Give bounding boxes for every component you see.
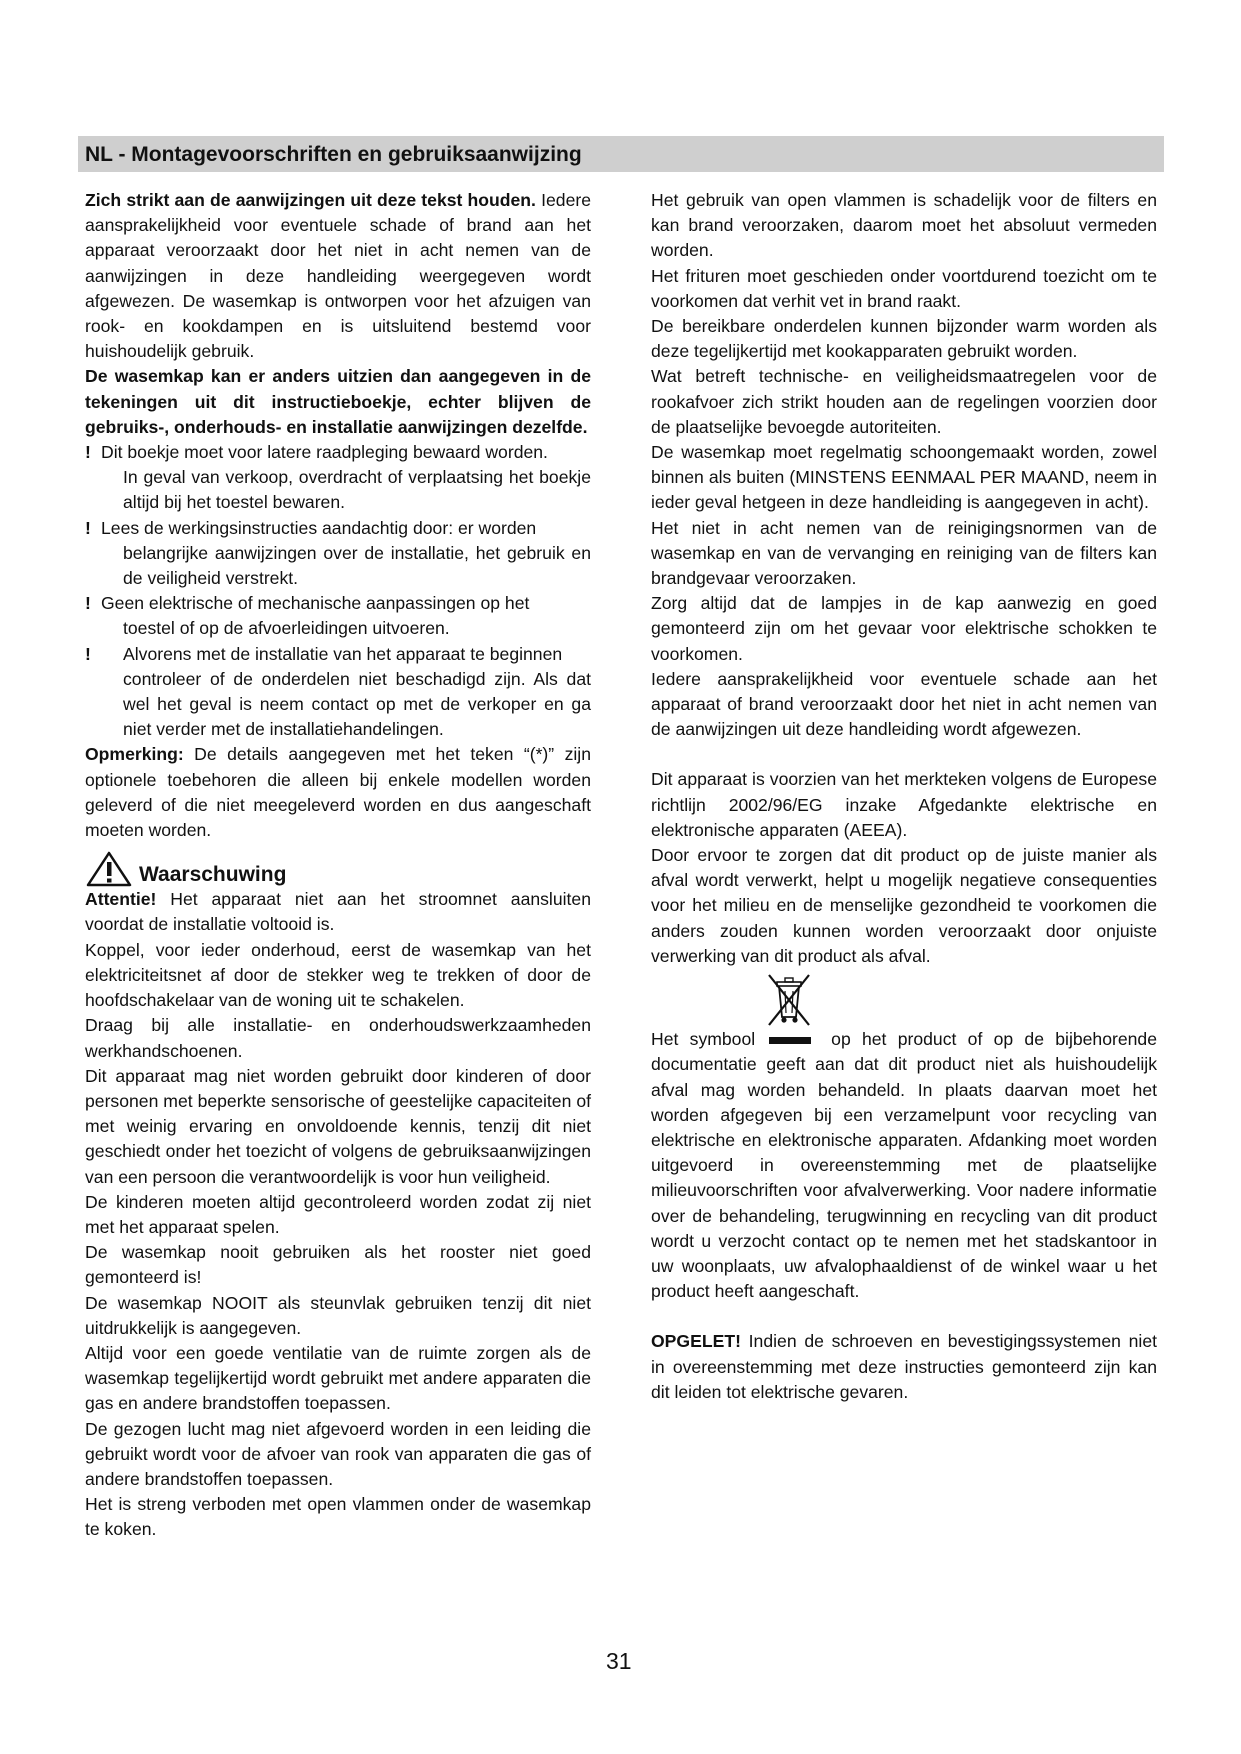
safety-paragraph: De kinderen moeten altijd gecontroleerd worden zodat zij niet met het apparaat spelen. [85, 1191, 591, 1237]
black-bar-symbol [769, 1037, 811, 1044]
intro-text: Iedere aansprakelijkheid voor eventuele schade of brand aan het apparaat veroorzaakt door het niet in acht nemen van de aanwijzingen in deze handleiding weergegeven wordt afgewezen. De wasemkap is ontworpen voor het afzuigen van rook- en kookdampen en is uitsluitend bestemd voor huishoudelijk gebruik. [85, 190, 592, 362]
section-header [78, 136, 1164, 172]
attention-label: Attentie! [85, 889, 157, 910]
warning-heading [85, 851, 591, 887]
caution-paragraph [651, 1329, 1157, 1405]
safety-paragraph: De bereikbare onderdelen kunnen bijzonder warm worden als deze tegelijkertijd met kookapparaten gebruikt worden. [651, 316, 1157, 362]
symbol-paragraph [651, 1027, 1157, 1304]
weee-paragraph: Dit apparaat is voorzien van het merkteken volgens de Europese richtlijn 2002/96/EG inzake Afgedankte elektrische en elektronische apparaten (AEEA). [651, 769, 1157, 840]
safety-paragraph: De gezogen lucht mag niet afgevoerd worden in een leiding die gebruikt wordt voor de afvoer van rook van apparaten die gas of andere brandstoffen toepassen. [85, 1418, 591, 1489]
safety-paragraph: De wasemkap nooit gebruiken als het rooster niet goed gemonteerd is! [85, 1242, 591, 1288]
safety-paragraph: Altijd voor een goede ventilatie van de ruimte zorgen als de wasemkap tegelijkertijd wordt gebruikt met andere apparaten die gas en andere brandstoffen toepassen. [85, 1342, 591, 1414]
safety-paragraph: Het gebruik van open vlammen is schadelijk voor de filters en kan brand veroorzaken, daarom moet het absoluut vermeden worden. [651, 190, 1157, 261]
note-text: De details aangegeven met het teken “(*)” zijn optionele toebehoren die alleen bij enkele modellen worden geleverd of die niet meegeleverd worden en dus aangeschaft moeten worden. [85, 744, 591, 841]
bullet-text: Dit boekje moet voor latere raadpleging bewaard worden. [101, 442, 548, 463]
left-column [85, 188, 591, 1543]
exclamation-mark: ! [85, 442, 91, 463]
safety-paragraph: Draag bij alle installatie- en onderhoudswerkzaamheden werkhandschoenen. [85, 1015, 591, 1061]
bullet-text-cont: belangrijke aanwijzingen over de installatie, het gebruik en de veiligheid verstrekt. [123, 542, 591, 589]
section-title: NL - Montagevoorschriften en gebruiksaanwijzing [85, 143, 582, 166]
exclamation-mark: ! [85, 517, 91, 538]
safety-paragraph: Het is streng verboden met open vlammen onder de wasemkap te koken. [85, 1494, 591, 1540]
safety-paragraph: Zorg altijd dat de lampjes in de kap aanwezig en goed gemonteerd zijn om het gevaar voor elektrische schokken te voorkomen. [651, 593, 1157, 664]
safety-paragraph: Dit apparaat mag niet worden gebruikt door kinderen of door personen met beperkte sensorische of geestelijke capaciteiten of met weinig ervaring en onvoldoende kennis, tenzij dit niet geschiedt onder het toezicht of volgens de gebruiksaanwijzingen van een persoon die verantwoordelijk is voor hun veiligheid. [85, 1065, 591, 1187]
bullet-item [85, 440, 591, 516]
warning-triangle-icon [85, 851, 133, 887]
intro-paragraph [85, 188, 591, 364]
page-number: 31 [606, 1648, 632, 1674]
note-label: Opmerking: [85, 744, 184, 765]
appearance-note: De wasemkap kan er anders uitzien dan aangegeven in de tekeningen uit dit instructieboekje, echter blijven de gebruiks-, onderhouds- en installatie aanwijzingen dezelfde. [85, 366, 591, 437]
safety-paragraph: Wat betreft technische- en veiligheidsmaatregelen voor de rookafvoer zich strikt houden aan de regelingen voorzien door de plaatselijke bevoegde autoriteiten. [651, 366, 1157, 437]
attention-text: Het apparaat niet aan het stroomnet aansluiten voordat de installatie voltooid is. [85, 889, 591, 935]
weee-paragraph: Door ervoor te zorgen dat dit product op de juiste manier als afval wordt verwerkt, helpt u mogelijk negatieve consequenties voor het milieu en de menselijke gezondheid te voorkomen die anders zouden kunnen worden veroorzaakt door onjuiste verwerking van dit product als afval. [651, 845, 1157, 966]
intro-bold: Zich strikt aan de aanwijzingen uit deze tekst houden. [85, 190, 536, 210]
caution-text: Indien de schroeven en bevestigingssystemen niet in overeenstemming met deze instructies gemonteerd zijn kan dit leiden tot elektrische gevaren. [651, 1331, 1157, 1402]
bullet-text: Geen elektrische of mechanische aanpassingen op het [101, 593, 530, 614]
bullet-text: Alvorens met de installatie van het apparaat te beginnen [123, 643, 563, 664]
safety-paragraph: Het frituren moet geschieden onder voortdurend toezicht om te voorkomen dat verhit vet in brand raakt. [651, 265, 1157, 311]
bullet-item [85, 591, 591, 641]
bullet-text-cont: toestel of op de afvoerleidingen uitvoeren. [123, 618, 450, 639]
exclamation-mark: ! [85, 643, 91, 664]
caution-label: OPGELET! [651, 1331, 741, 1352]
bullet-item [85, 642, 591, 743]
crossed-out-bin-icon [763, 973, 815, 1027]
warning-title: Waarschuwing [139, 863, 287, 887]
safety-paragraph: Het niet in acht nemen van de reinigingsnormen van de wasemkap en van de vervanging en reiniging van de filters kan brandgevaar veroorzaken. [651, 517, 1157, 589]
bullet-text-cont: controleer of de onderdelen niet beschadigd zijn. Als dat wel het geval is neem contact op met de verkoper en ga niet verder met de installatiehandelingen. [123, 668, 591, 740]
safety-paragraph: De wasemkap NOOIT als steunvlak gebruiken tenzij dit niet uitdrukkelijk is aangegeven. [85, 1292, 591, 1338]
symbol-prefix: Het symbool [651, 1029, 756, 1050]
right-column [651, 188, 1157, 1405]
bullet-item [85, 516, 591, 592]
safety-paragraph: De wasemkap moet regelmatig schoongemaakt worden, zowel binnen als buiten (MINSTENS EENMAAL PER MAAND, neem in ieder geval hetgeen in deze handleiding is aangegeven in acht). [651, 442, 1157, 513]
bullet-text-cont: In geval van verkoop, overdracht of verplaatsing het boekje altijd bij het toestel bewaren. [123, 467, 591, 513]
symbol-text: op het product of op de bijbehorende documentatie geeft aan dat dit product niet als huishoudelijk afval mag worden behandeld. In plaats daarvan moet het worden afgegeven bij een verzamelpunt voor recycling van elektrische en elektronische apparaten. Afdanking moet worden uitgevoerd in overeenstemming met de plaatselijke milieuvoorschriften voor afvalverwerking. Voor nadere informatie over de behandeling, terugwinning en recycling van dit product wordt u verzocht contact op te nemen met het stadskantoor in uw woonplaats, uw afvalophaaldienst of de winkel waar u het product heeft aangeschaft. [651, 1029, 1157, 1302]
bullet-text: Lees de werkingsinstructies aandachtig door: er worden [101, 517, 537, 538]
safety-paragraph: Koppel, voor ieder onderhoud, eerst de wasemkap van het elektriciteitsnet af door de stekker weg te trekken of door de hoofdschakelaar van de woning uit te schakelen. [85, 939, 591, 1011]
attention-paragraph [85, 887, 591, 937]
exclamation-mark: ! [85, 593, 91, 614]
safety-paragraph: Iedere aansprakelijkheid voor eventuele schade aan het apparaat of brand veroorzaakt door het niet in acht nemen van de aanwijzingen uit deze handleiding wordt afgewezen. [651, 668, 1157, 740]
note-paragraph [85, 742, 591, 843]
